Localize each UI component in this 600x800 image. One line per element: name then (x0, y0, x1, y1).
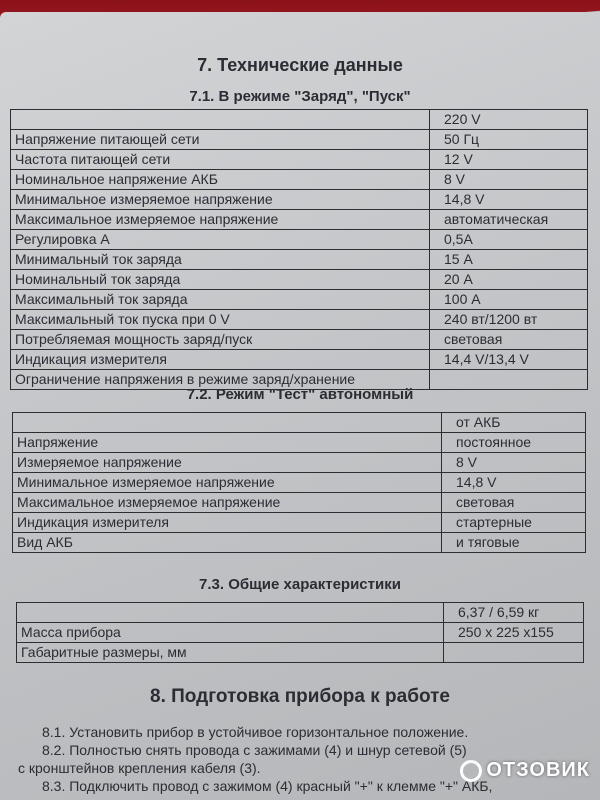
table-row (11, 170, 588, 190)
table-row (17, 603, 584, 623)
section-3-heading: 7.3. Общие характеристики (199, 576, 401, 593)
paragraph-8-2-cont: с кронштейнов крепления кабеля (3). (18, 760, 261, 776)
section-8-heading: 8. Подготовка прибора к работе (150, 686, 450, 707)
table-row (11, 350, 588, 370)
param-name: Индикация измерителя (13, 513, 442, 533)
param-name: Максимальный ток пуска при 0 V (11, 310, 430, 330)
param-value (444, 643, 584, 663)
param-name: Вид АКБ (13, 533, 442, 553)
param-value: 0,5А (430, 230, 588, 250)
param-name: Номинальный ток заряда (11, 270, 430, 290)
param-name: Напряжение питающей сети (11, 130, 430, 150)
param-name: Максимальное измеряемое напряжение (13, 493, 442, 513)
param-value: световая (430, 330, 588, 350)
param-value: 250 х 225 х155 (444, 623, 584, 643)
table-row (13, 453, 586, 473)
param-name (11, 110, 430, 130)
param-value: 14,4 V/13,4 V (430, 350, 588, 370)
param-name: Минимальный ток заряда (11, 250, 430, 270)
param-value: стартерные (442, 513, 586, 533)
table-row (17, 623, 584, 643)
table-row (11, 310, 588, 330)
table-row (11, 150, 588, 170)
param-value: 12 V (430, 150, 588, 170)
param-value: 220 V (430, 110, 588, 130)
param-value: 50 Гц (430, 130, 588, 150)
param-value: и тяговые (442, 533, 586, 553)
param-name: Регулировка А (11, 230, 430, 250)
paragraph-8-2: 8.2. Полностью снять провода с зажимами (4) и шнур сетевой (5) (42, 742, 467, 758)
param-value: 8 V (442, 453, 586, 473)
page-title: 7. Технические данные (197, 55, 403, 75)
param-value: 240 вт/1200 вт (430, 310, 588, 330)
table-row (13, 533, 586, 553)
table-row (11, 290, 588, 310)
table-row (13, 433, 586, 453)
param-value: автоматическая (430, 210, 588, 230)
table-row (13, 413, 586, 433)
param-name: Габаритные размеры, мм (17, 643, 444, 663)
table-row (11, 250, 588, 270)
table-row (17, 643, 584, 663)
param-name: Масса прибора (17, 623, 444, 643)
param-value: 8 V (430, 170, 588, 190)
param-name: Максимальный ток заряда (11, 290, 430, 310)
param-name: Минимальное измеряемое напряжение (13, 473, 442, 493)
table-row (11, 230, 588, 250)
param-value: 6,37 / 6,59 кг (444, 603, 584, 623)
table-row (13, 493, 586, 513)
param-value: 15 А (430, 250, 588, 270)
param-name (17, 603, 444, 623)
table-row (11, 210, 588, 230)
param-name: Минимальное измеряемое напряжение (11, 190, 430, 210)
paragraph-8-1: 8.1. Установить прибор в устойчивое горизонтальное положение. (42, 724, 469, 740)
table-row (11, 190, 588, 210)
section-1-heading: 7.1. В режиме "Заряд", "Пуск" (189, 88, 411, 105)
param-value: от АКБ (442, 413, 586, 433)
table-row (11, 130, 588, 150)
section-2-heading: 7.2. Режим "Тест" автономный (186, 386, 414, 403)
param-value: 100 А (430, 290, 588, 310)
param-name: Напряжение (13, 433, 442, 453)
section-2-table (12, 412, 586, 553)
table-row (13, 473, 586, 493)
param-name: Максимальное измеряемое напряжение (11, 210, 430, 230)
param-value: 20 А (430, 270, 588, 290)
param-name: Номинальное напряжение АКБ (11, 170, 430, 190)
watermark-logo-icon (460, 760, 482, 782)
table-row (11, 110, 588, 130)
param-value: 14,8 V (442, 473, 586, 493)
paragraph-8-3: 8.3. Подключить провод с зажимом (4) красный "+" к клемме "+" АКБ, (42, 778, 493, 794)
param-name: Индикация измерителя (11, 350, 430, 370)
param-value: постоянное (442, 433, 586, 453)
param-name: Потребляемая мощность заряд/пуск (11, 330, 430, 350)
table-row (11, 330, 588, 350)
param-name (13, 413, 442, 433)
param-name: Измеряемое напряжение (13, 453, 442, 473)
param-name: Ограничение напряжения в режиме заряд/хранение (11, 370, 430, 390)
table-row (11, 270, 588, 290)
watermark-text: ОТЗОВИК (486, 759, 590, 781)
param-name: Частота питающей сети (11, 150, 430, 170)
table-row (13, 513, 586, 533)
section-3-table (16, 602, 584, 663)
section-1-table (10, 109, 588, 390)
param-value: 14,8 V (430, 190, 588, 210)
param-value: световая (442, 493, 586, 513)
watermark (460, 759, 590, 782)
